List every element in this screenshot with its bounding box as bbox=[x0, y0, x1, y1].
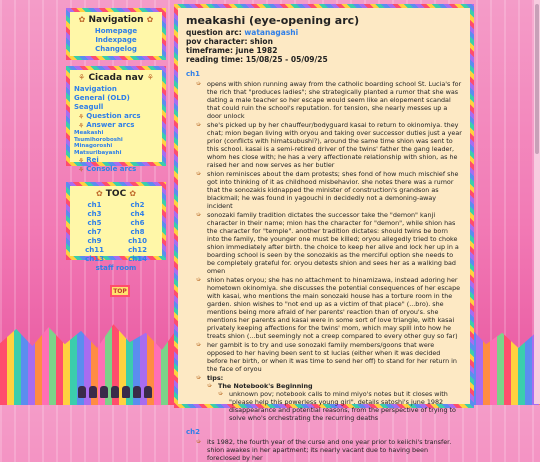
cicada-icon: ⚘ bbox=[146, 73, 154, 82]
note-text: she's picked up by her chauffeur/bodyguard kasai to return to okinomiya. they chat; mion began living with oryou and taking over successor duties just a year prior (conflicts with himatsubushi?), around the same time shion was sent to this school. kasai is a semi-retired driver of the twins' father the gang leader, whom hes close with; he has a very affectionate relationship with shion, as he raised her and now serves as her butler bbox=[207, 121, 462, 169]
cicada-icon: ⚘ bbox=[78, 156, 85, 165]
toc-title-text: TOC bbox=[105, 189, 127, 199]
toc-link-ch10[interactable]: ch10 bbox=[128, 237, 147, 245]
top-button[interactable]: TOP bbox=[110, 285, 130, 297]
answer-arc-minagoroshi[interactable]: Minagoroshi bbox=[74, 143, 113, 149]
character-sprite bbox=[78, 386, 86, 398]
question-arc-label: question arc: bbox=[186, 28, 242, 37]
list-item bbox=[218, 390, 462, 422]
star-icon: ✿ bbox=[95, 189, 103, 198]
character-sprite bbox=[89, 386, 97, 398]
main-content-frame bbox=[174, 4, 474, 462]
note-text: unknown pov; notebook calls to mind miyo's notes but it closes with "please help this powerless young girl". details satoshi's june 1982 disappearance and potential reasons, from the perspective of trying to solve who's orchestrating the recurring deaths bbox=[229, 390, 456, 422]
cicada-nav-title-text: Cicada nav bbox=[88, 73, 144, 83]
question-arc-line bbox=[186, 28, 462, 37]
bullet-icon: ➭ bbox=[207, 382, 213, 389]
cicada-link-general-old[interactable]: General (OLD) bbox=[74, 94, 130, 102]
list-item bbox=[207, 382, 462, 422]
tip-notes bbox=[218, 390, 462, 422]
chapter-heading-ch2: ch2 bbox=[186, 428, 201, 436]
rei-item[interactable] bbox=[74, 156, 158, 165]
list-item bbox=[196, 374, 462, 422]
console-arcs-link[interactable]: Console arcs bbox=[86, 165, 137, 173]
star-icon: ✿ bbox=[78, 15, 86, 24]
toc-link-staff-room[interactable]: staff room bbox=[95, 264, 137, 272]
toc-link-ch2[interactable]: ch2 bbox=[130, 201, 145, 209]
note-text: opens with shion running away from the catholic boarding school St. Lucia's for the rich that "produces ladies"; she strategically planted a rumor that she was dating a male teacher so her escape would seem like an elopement scandal that could ruin the school's reputation. for tension, she nearly messes up a door unlock bbox=[207, 80, 462, 120]
question-arcs-item[interactable] bbox=[74, 112, 158, 121]
cicada-icon: ⚘ bbox=[78, 165, 85, 174]
character-sprite bbox=[133, 386, 141, 398]
list-item bbox=[196, 121, 462, 169]
character-sprite bbox=[122, 386, 130, 398]
toc-chapter-grid bbox=[74, 201, 158, 264]
toc-link-ch6[interactable]: ch6 bbox=[130, 219, 145, 227]
note-text: sonozaki family tradition dictates the successor take the "demon" kanji character in their name; mion has the character for "demon", while shion has the character for "temple". another tradition dictates: should twins be born into the family, the younger one must be killed; oryou allegedly tried to choke shion immediately after birth. the choice to keep her alive and lock her up in a boarding school is seen by the sonozakis as the merciful option she needs to be completely grateful for. oryou detests shion and sees her as a walking bad omen bbox=[207, 211, 459, 275]
tips-list bbox=[207, 382, 462, 422]
bullet-icon: ➭ bbox=[218, 390, 224, 397]
toc-link-ch3[interactable]: ch3 bbox=[87, 210, 102, 218]
scrollbar-thumb[interactable] bbox=[535, 4, 539, 154]
bullet-icon: ➭ bbox=[196, 121, 202, 128]
note-text: shion hates oryou; she has no attachment to hinamizawa, instead adoring her hometown okinomiya. she discusses the potential consequences of her escape with kasai, who mentions the main sonozaki house has a torture room in the garden. shion wishes to "not end up as a victim of that place" (...bro). she mentions being more afraid of her parents' reaction than of oryou's. she mentions her parents and kasai were in some sort of love triangle, with kasai privately keeping affections for the twins' mom, which may spill into how he treats shion (...but seemingly not a creep compared to every other guy so far) bbox=[207, 276, 461, 340]
bullet-icon: ➭ bbox=[196, 374, 202, 381]
list-item bbox=[196, 211, 462, 275]
navigation-title bbox=[74, 15, 158, 25]
cicada-nav-box bbox=[66, 66, 166, 174]
list-item bbox=[196, 170, 462, 210]
list-item bbox=[196, 80, 462, 120]
list-item bbox=[196, 438, 462, 462]
nav-link-changelog[interactable]: Changelog bbox=[95, 45, 137, 53]
note-text: her gambit is to try and use sonozaki family members/goons that were opposed to her having been sent to st lucias (either when it was decided before her birth, or when it was time to send her off) to stand for her return in the face of oryou bbox=[207, 341, 457, 373]
cicada-icon: ⚘ bbox=[78, 121, 85, 130]
bullet-icon: ➭ bbox=[196, 341, 202, 348]
bullet-icon: ➭ bbox=[196, 276, 202, 283]
toc-box bbox=[66, 182, 166, 272]
star-icon: ✿ bbox=[146, 15, 154, 24]
list-item bbox=[196, 341, 462, 373]
timeframe-line: timeframe: june 1982 bbox=[186, 46, 278, 55]
cicada-icon: ⚘ bbox=[78, 73, 86, 82]
toc-link-ch4[interactable]: ch4 bbox=[130, 210, 145, 218]
star-icon: ✿ bbox=[129, 189, 137, 198]
bullet-icon: ➭ bbox=[196, 170, 202, 177]
bullet-icon: ➭ bbox=[196, 438, 202, 445]
cicada-icon: ⚘ bbox=[78, 112, 85, 121]
rei-link[interactable]: Rei bbox=[86, 156, 99, 164]
main-content[interactable] bbox=[178, 8, 470, 462]
nav-link-homepage[interactable]: Homepage bbox=[94, 27, 138, 35]
cicada-nav-title bbox=[74, 73, 158, 83]
cicada-link-navigation[interactable]: Navigation bbox=[74, 85, 117, 93]
nav-link-indexpage[interactable]: Indexpage bbox=[95, 36, 137, 44]
question-arc-link[interactable]: watanagashi bbox=[244, 28, 299, 37]
chapter-heading-ch1: ch1 bbox=[186, 70, 201, 78]
reading-time-line: reading time: 15/08/25 - 05/09/25 bbox=[186, 55, 328, 64]
character-sprite bbox=[111, 386, 119, 398]
answer-arc-matsuribayashi[interactable]: Matsuribayashi bbox=[74, 149, 122, 156]
page-title: meakashi (eye-opening arc) bbox=[186, 14, 360, 27]
toc-link-ch8[interactable]: ch8 bbox=[130, 228, 145, 236]
tips-label: tips: bbox=[207, 374, 224, 382]
cicada-link-seagull[interactable]: Seagull bbox=[74, 103, 104, 111]
answer-arc-meakashi[interactable]: Meakashi bbox=[74, 130, 104, 136]
bullet-icon: ➭ bbox=[196, 211, 202, 218]
navigation-box bbox=[66, 8, 166, 60]
note-text: its 1982, the fourth year of the curse and one year prior to keiichi's transfer. shion awakes in her apartment; its nearly vacant due to having been foreclosed by her bbox=[207, 438, 452, 462]
answer-arcs-link[interactable]: Answer arcs bbox=[86, 121, 135, 129]
toc-link-ch14[interactable]: ch14 bbox=[128, 255, 147, 263]
page-scrollbar[interactable] bbox=[534, 0, 540, 404]
note-text: shion reminisces about the dam protests; shes fond of how much mischief she got into thinking of it as childhood misbehavior. she notes there was a rumor that the sonozakis kidnapped the minister of construction's grandson as blackmail; he was found in yagouchi in decidedly not a demoning-away incident bbox=[207, 170, 459, 210]
character-sprite bbox=[100, 386, 108, 398]
toc-link-ch12[interactable]: ch12 bbox=[128, 246, 147, 254]
toc-title bbox=[74, 189, 158, 199]
question-arcs-link[interactable]: Question arcs bbox=[86, 112, 141, 120]
toc-link-ch1[interactable]: ch1 bbox=[87, 201, 102, 209]
tip-title: The Notebook's Beginning bbox=[218, 382, 313, 390]
chapter-notes-ch2 bbox=[186, 438, 462, 462]
answer-arc-tsumihoroboshi[interactable]: Tsumihoroboshi bbox=[74, 136, 123, 143]
toc-link-ch5[interactable]: ch5 bbox=[87, 219, 102, 227]
character-sprites bbox=[78, 386, 152, 398]
character-sprite bbox=[144, 386, 152, 398]
answer-arcs-item[interactable] bbox=[74, 121, 158, 130]
chapter-notes-ch1 bbox=[186, 80, 462, 422]
bullet-icon: ➭ bbox=[196, 80, 202, 87]
toc-link-ch13[interactable]: ch13 bbox=[85, 255, 104, 263]
toc-link-ch7[interactable]: ch7 bbox=[87, 228, 102, 236]
toc-link-ch11[interactable]: ch11 bbox=[85, 246, 104, 254]
toc-link-ch9[interactable]: ch9 bbox=[87, 237, 102, 245]
list-item bbox=[196, 276, 462, 340]
console-arcs-item[interactable] bbox=[74, 165, 158, 174]
navigation-title-text: Navigation bbox=[88, 15, 144, 25]
pov-line: pov character: shion bbox=[186, 37, 273, 46]
